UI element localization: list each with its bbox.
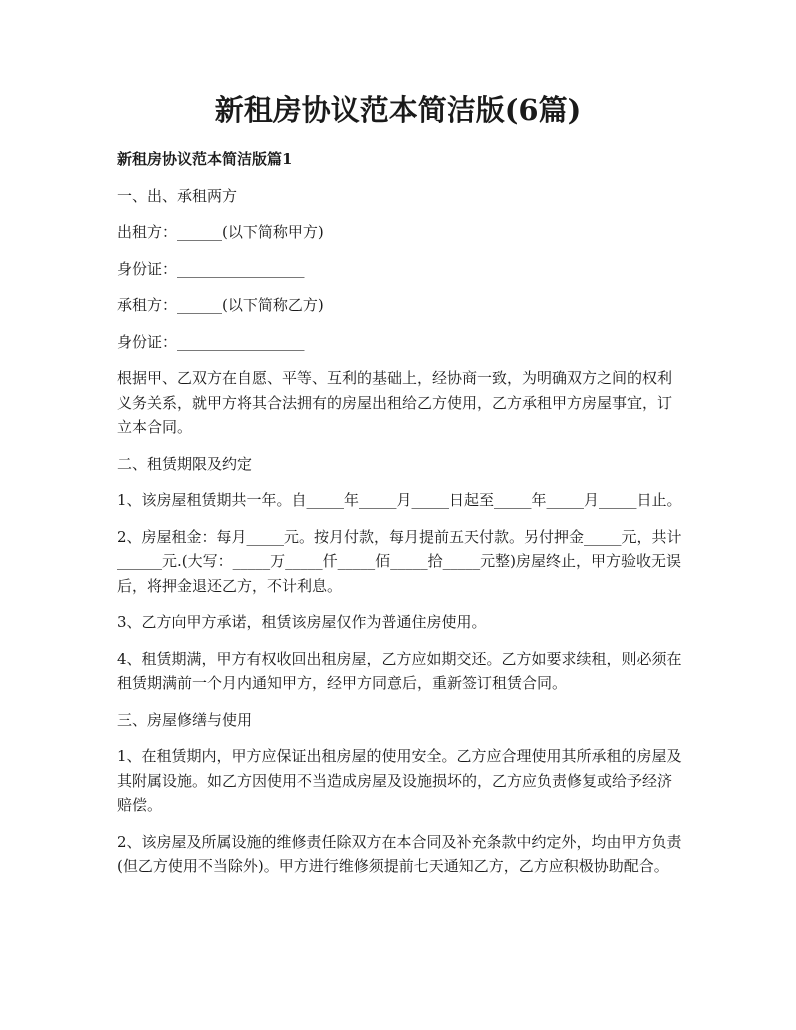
paragraph-term-heading: 二、租赁期限及约定 <box>117 454 253 473</box>
paragraph-repair-heading: 三、房屋修缮与使用 <box>117 710 253 729</box>
paragraph-term-3: 3、乙方向甲方承诺，租赁该房屋仅作为普通住房使用。 <box>117 613 487 631</box>
paragraph-lessee: 承租方：______(以下简称乙方) <box>117 296 324 314</box>
paragraph-term-1: 1、该房屋租赁期共一年。自_____年_____月_____日起至_____年_____月_____日止。 <box>117 491 682 509</box>
document-title: 新租房协议范本简洁版(6篇) <box>214 93 582 127</box>
paragraph-lessor: 出租方：______(以下简称甲方) <box>117 223 324 241</box>
paragraph-parties-heading: 一、出、承租两方 <box>117 186 238 205</box>
paragraph-repair-1: 1、在租赁期内，甲方应保证出租房屋的使用安全。乙方应合理使用其所承租的房屋及其附属设施。如乙方因使用不当造成房屋及设施损坏的，乙方应负责修复或给予经济赔偿。 <box>117 747 682 814</box>
section-heading: 新租房协议范本简洁版篇1 <box>117 150 293 168</box>
paragraph-term-2: 2、房屋租金：每月_____元。按月付款，每月提前五天付款。另付押金_____元，共计______元.(大写：_____万_____仟_____佰_____拾_____元整)房屋终止，甲方验收无误后，将押金退还乙方，不计利息。 <box>117 527 682 595</box>
paragraph-repair-2: 2、该房屋及所属设施的维修责任除双方在本合同及补充条款中约定外，均由甲方负责(但乙方使用不当除外)。甲方进行维修须提前七天通知乙方，乙方应积极协助配合。 <box>117 832 682 875</box>
paragraph-lessee-id: 身份证：_________________ <box>117 332 305 351</box>
document-body <box>117 147 683 891</box>
paragraph-lessor-id: 身份证：_________________ <box>117 259 305 278</box>
paragraph-term-4: 4、租赁期满，甲方有权收回出租房屋，乙方应如期交还。乙方如要求续租，则必须在租赁期满前一个月内通知甲方，经甲方同意后，重新签订租赁合同。 <box>117 649 682 692</box>
paragraph-preamble: 根据甲、乙双方在自愿、平等、互利的基础上，经协商一致，为明确双方之间的权利义务关系，就甲方将其合法拥有的房屋出租给乙方使用，乙方承租甲方房屋事宜，订立本合同。 <box>117 369 673 436</box>
